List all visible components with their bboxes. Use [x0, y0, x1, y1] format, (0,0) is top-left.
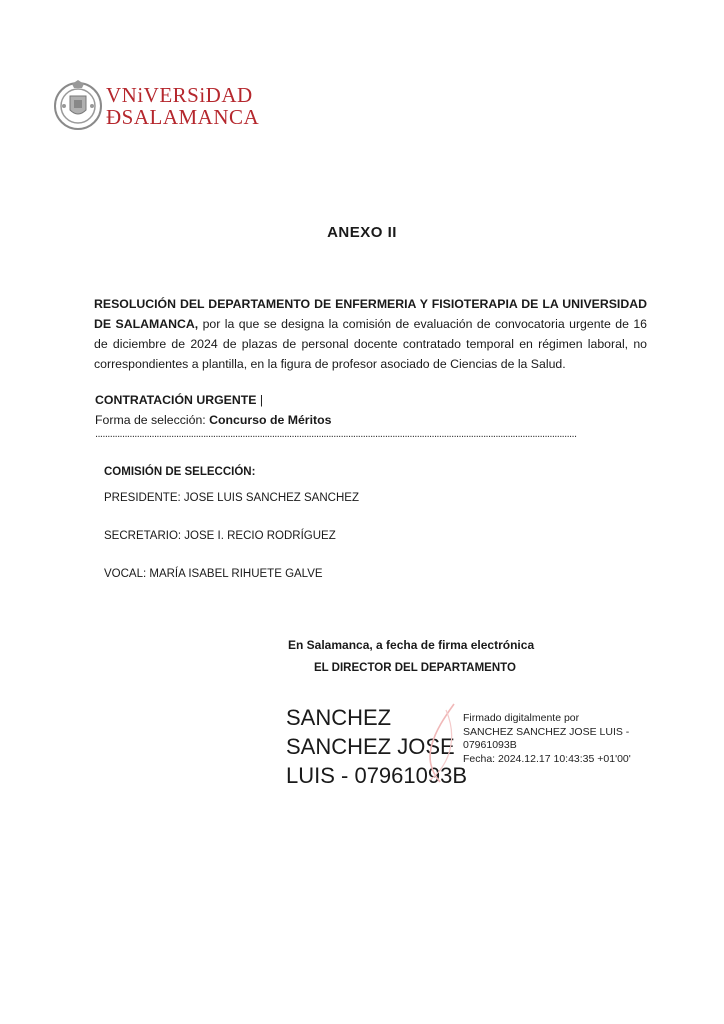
signature-detail-line: SANCHEZ SANCHEZ JOSE LUIS -	[463, 725, 630, 738]
resolution-heading: RESOLUCIÓN DEL DEPARTAMENTO DE ENFERMERIA Y FISIOTERAPIA DE LA UNIVERSIDAD DE SALAMANCA,	[94, 297, 647, 331]
contract-type-separator: |	[256, 393, 264, 407]
digital-signature-details	[463, 712, 631, 766]
signature-detail-line: 07961093B	[463, 739, 517, 751]
annex-title: ANEXO II	[327, 224, 397, 241]
university-seal-icon	[52, 78, 104, 132]
place-date-line: En Salamanca, a fecha de firma electrónica	[288, 638, 535, 652]
logo-line-2: ÐSALAMANCA	[106, 105, 260, 129]
selection-label: Forma de selección:	[95, 413, 210, 427]
selection-commission	[104, 466, 359, 606]
logo-line-1: VNiVERSiDAD	[106, 83, 253, 107]
signature-detail-line: Firmado digitalmente por	[463, 712, 580, 724]
resolution-text: por la que se designa la comisión de evaluación de convocatoria urgente de 16 de diciembre de 2024 de plazas de personal docente contratado temporal en régimen laboral, no correspondientes a plantilla, en la figura de profesor asociado de Ciencias de la Salud.	[94, 317, 648, 371]
signature-name-line-3: LUIS - 07961093B	[286, 763, 468, 788]
university-wordmark	[106, 85, 259, 129]
commission-member-president: PRESIDENTE: JOSE LUIS SANCHEZ SANCHEZ	[104, 492, 359, 504]
resolution-paragraph	[94, 294, 647, 374]
signer-role: EL DIRECTOR DEL DEPARTAMENTO	[314, 662, 516, 674]
signature-name-line-2: SANCHEZ JOSE	[286, 734, 455, 759]
signature-watermark-icon	[416, 700, 466, 786]
signature-name-line-1: SANCHEZ	[286, 705, 392, 730]
selection-value: Concurso de Méritos	[209, 413, 332, 427]
contract-type: CONTRATACIÓN URGENTE	[95, 393, 257, 407]
university-logo	[52, 78, 260, 136]
commission-member-secretary: SECRETARIO: JOSE I. RECIO RODRÍGUEZ	[104, 530, 336, 542]
commission-member-vocal: VOCAL: MARÍA ISABEL RIHUETE GALVE	[104, 568, 323, 580]
signature-date: Fecha: 2024.12.17 10:43:35 +01'00'	[463, 752, 631, 765]
commission-heading: COMISIÓN DE SELECCIÓN:	[104, 466, 256, 478]
dotted-separator: ....................................................................................................................................................................................................	[95, 428, 577, 440]
contract-info	[95, 390, 331, 430]
